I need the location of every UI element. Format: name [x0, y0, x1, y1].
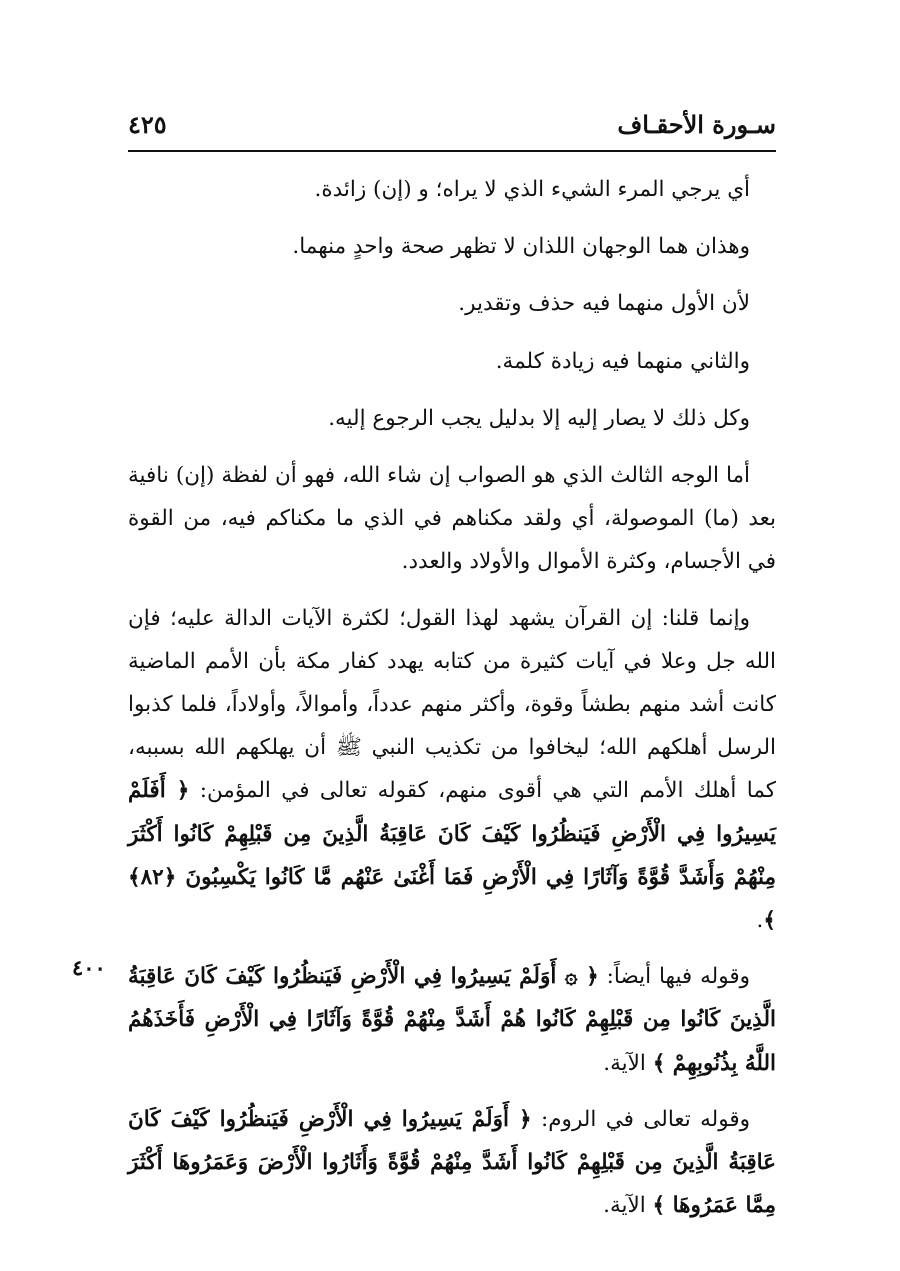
quran-verse: ﴿ أَفَلَمْ يَسِيرُوا فِي الْأَرْضِ فَيَنظُرُوا كَيْفَ كَانَ عَاقِبَةُ الَّذِينَ مِن قَبْلِهِمْ كَانُوا أَكْثَرَ مِنْهُمْ وَأَشَدَّ قُوَّةً وَآثَارًا فِي الْأَرْضِ فَمَا أَغْنَىٰ عَنْهُم مَّا كَانُوا يَكْسِبُونَ ﴿٨٢﴾ ﴾ [128, 778, 776, 934]
page-body [128, 168, 776, 1240]
paragraph-tail: الآية. [603, 1193, 653, 1219]
page-number: ٤٢٥ [128, 110, 167, 139]
paragraph-with-verse [128, 955, 776, 1085]
paragraph-tail: الآية. [603, 1050, 653, 1076]
paragraph-text: وقوله فيها أيضاً: [598, 964, 750, 990]
paragraph: أما الوجه الثالث الذي هو الصواب إن شاء الله، فهو أن لفظة (إن) نافية بعد (ما) الموصولة، أي ولقد مكناهم في الذي ما مكناكم فيه، من القوة في الأجسام، وكثرة الأموال والأولاد والعدد. [128, 463, 776, 575]
paragraph-with-verse [128, 1098, 776, 1228]
surah-title: سـورة الأحقـاف [617, 110, 776, 139]
paragraph-text: وقوله تعالى في الروم: [531, 1106, 750, 1132]
paragraph: وهذان هما الوجهان اللذان لا تظهر صحة واحدٍ منهما. [292, 234, 750, 260]
page-header [128, 108, 776, 152]
paragraph: لأن الأول منهما فيه حذف وتقدير. [458, 291, 750, 317]
paragraph: أي يرجي المرء الشيء الذي لا يراه؛ و (إن) زائدة. [314, 177, 750, 202]
paragraph-with-verse [128, 597, 776, 943]
paragraph: وكل ذلك لا يصار إليه إلا بدليل يجب الرجوع إليه. [328, 405, 750, 431]
paragraph-text: وإنما قلنا: إن القرآن يشهد لهذا القول؛ لكثرة الآيات الدالة عليه؛ فإن الله جل وعلا في آيات كثيرة من كتابه يهدد كفار مكة بأن الأمم الماضية كانت أشد منهم بطشاً وقوة، وأكثر منهم عدداً، وأموالاً، وأولاداً، فلما كذبوا الرسل أهلكهم الله؛ ليخافوا من تكذيب النبي ﷺ أن يهلكهم الله بسببه، كما أهلك الأمم التي هي أقوى منهم، كقوله تعالى في المؤمن: [128, 605, 776, 804]
paragraph-tail: . [756, 908, 764, 934]
quran-verse: ﴿ أَوَلَمْ يَسِيرُوا فِي الْأَرْضِ فَيَنظُرُوا كَيْفَ كَانَ عَاقِبَةُ الَّذِينَ مِن قَبْلِهِمْ كَانُوا أَشَدَّ مِنْهُمْ قُوَّةً وَأَثَارُوا الْأَرْضَ وَعَمَرُوهَا أَكْثَرَ مِمَّا عَمَرُوهَا ﴾ [128, 1106, 776, 1219]
quran-verse: ﴿ ۞ أَوَلَمْ يَسِيرُوا فِي الْأَرْضِ فَيَنظُرُوا كَيْفَ كَانَ عَاقِبَةُ الَّذِينَ كَانُوا مِن قَبْلِهِمْ كَانُوا هُمْ أَشَدَّ مِنْهُمْ قُوَّةً وَآثَارًا فِي الْأَرْضِ فَأَخَذَهُمُ اللَّهُ بِذُنُوبِهِمْ ﴾ [128, 964, 776, 1076]
paragraph: والثاني منهما فيه زيادة كلمة. [495, 348, 750, 374]
margin-page-reference: ٤٠٠ [72, 955, 106, 980]
